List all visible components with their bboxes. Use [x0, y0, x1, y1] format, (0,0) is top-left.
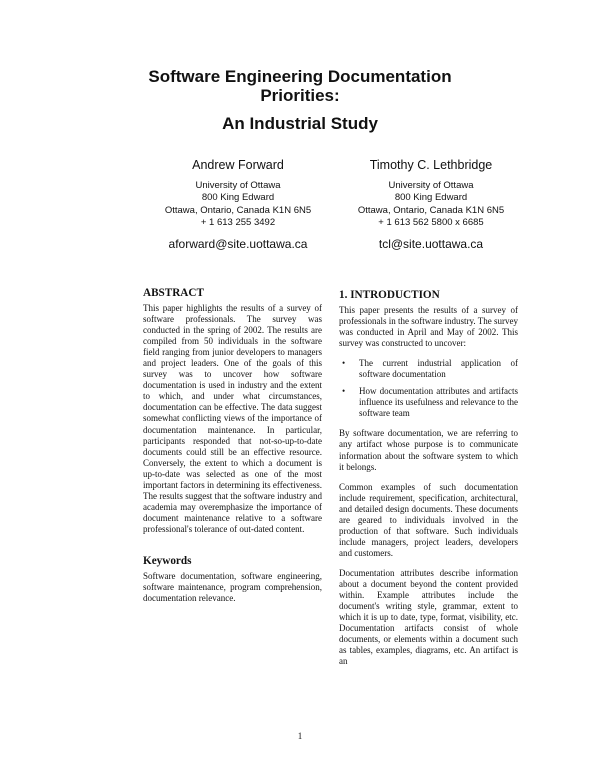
abstract-text: This paper highlights the results of a survey of software professionals. The survey was conducted in the spring of 2002. The results are compiled from 50 individuals in the software field ranging from junior developers to managers and project leaders. One of the goals of this survey was to uncover how software documentation is used in industry and the extent to which, and under what circumstances, documentation can be effective. The data suggest somewhat conflicting views of the importance of documentation maintenance. In particular, participants responded that not-so-up-to-date documents could still be an effective resource. Conversely, the extent to which a document is up-to-date was selected as one of the most important factors in determining its effectiveness. The results suggest that the software industry and academia may overemphasize the importance of document maintenance relative to a software professional's tolerance of out-dated content. — [143, 303, 322, 534]
intro-bullet-list — [339, 358, 518, 419]
title-line-3: An Industrial Study — [222, 114, 378, 133]
author-name: Andrew Forward — [192, 158, 284, 172]
author-affiliation-street: 800 King Edward — [394, 192, 468, 204]
intro-paragraph-2: By software documentation, we are referring to any artifact whose purpose is to communicate information about the software system to which it belongs. — [339, 428, 518, 472]
author-block-lethbridge — [316, 158, 546, 251]
author-email: aforward@site.uottawa.ca — [168, 237, 308, 252]
list-item — [339, 358, 518, 380]
page-number: 1 — [297, 731, 303, 741]
abstract-heading: ABSTRACT — [143, 287, 204, 299]
list-item-text: How documentation attributes and artifacts influence its usefulness and relevance to the software team — [359, 386, 518, 419]
list-item — [339, 386, 518, 419]
keywords-text: Software documentation, software engineering, software maintenance, program comprehension, documentation relevance. — [143, 570, 322, 604]
author-affiliation-street: 800 King Edward — [201, 192, 275, 204]
author-affiliation-phone: + 1 613 562 5800 x 6685 — [378, 216, 484, 228]
author-email: tcl@site.uottawa.ca — [378, 237, 484, 252]
title-line-1: Software Engineering Documentation — [148, 67, 452, 86]
list-item-text: The current industrial application of software documentation — [359, 358, 518, 380]
author-affiliation-university: University of Ottawa — [195, 180, 281, 191]
left-column — [143, 287, 322, 613]
right-column — [339, 289, 518, 676]
author-affiliation-university: University of Ottawa — [388, 180, 474, 191]
keywords-heading: Keywords — [143, 554, 192, 567]
author-name: Timothy C. Lethbridge — [369, 158, 493, 172]
author-affiliation-city: Ottawa, Ontario, Canada K1N 6N5 — [164, 204, 312, 216]
author-affiliation-city: Ottawa, Ontario, Canada K1N 6N5 — [357, 204, 505, 216]
author-affiliation-phone: + 1 613 255 3492 — [200, 216, 276, 228]
introduction-heading: 1. INTRODUCTION — [339, 289, 440, 301]
intro-paragraph-3: Common examples of such documentation include requirement, specification, architectural, and detailed design documents. These documents are geared to individuals involved in the production of that software. Such individuals include managers, project leaders, developers and customers. — [339, 481, 518, 558]
paper-title — [0, 67, 600, 133]
intro-paragraph-4: Documentation attributes describe information about a document beyond the content provided within. Example attributes include the document's writing style, grammar, extent to which it is up to date, type, format, visibility, etc. Documentation artifacts consist of whole documents, or elements within a document such as tables, examples, diagrams, etc. An artifact is an — [339, 567, 518, 667]
bullet-icon: • — [342, 386, 346, 397]
intro-paragraph-1: This paper presents the results of a survey of professionals in the software industry. The survey was conducted in April and May of 2002. This survey was constructed to uncover: — [339, 305, 518, 349]
bullet-icon: • — [342, 358, 346, 369]
title-line-2: Priorities: — [260, 86, 340, 105]
